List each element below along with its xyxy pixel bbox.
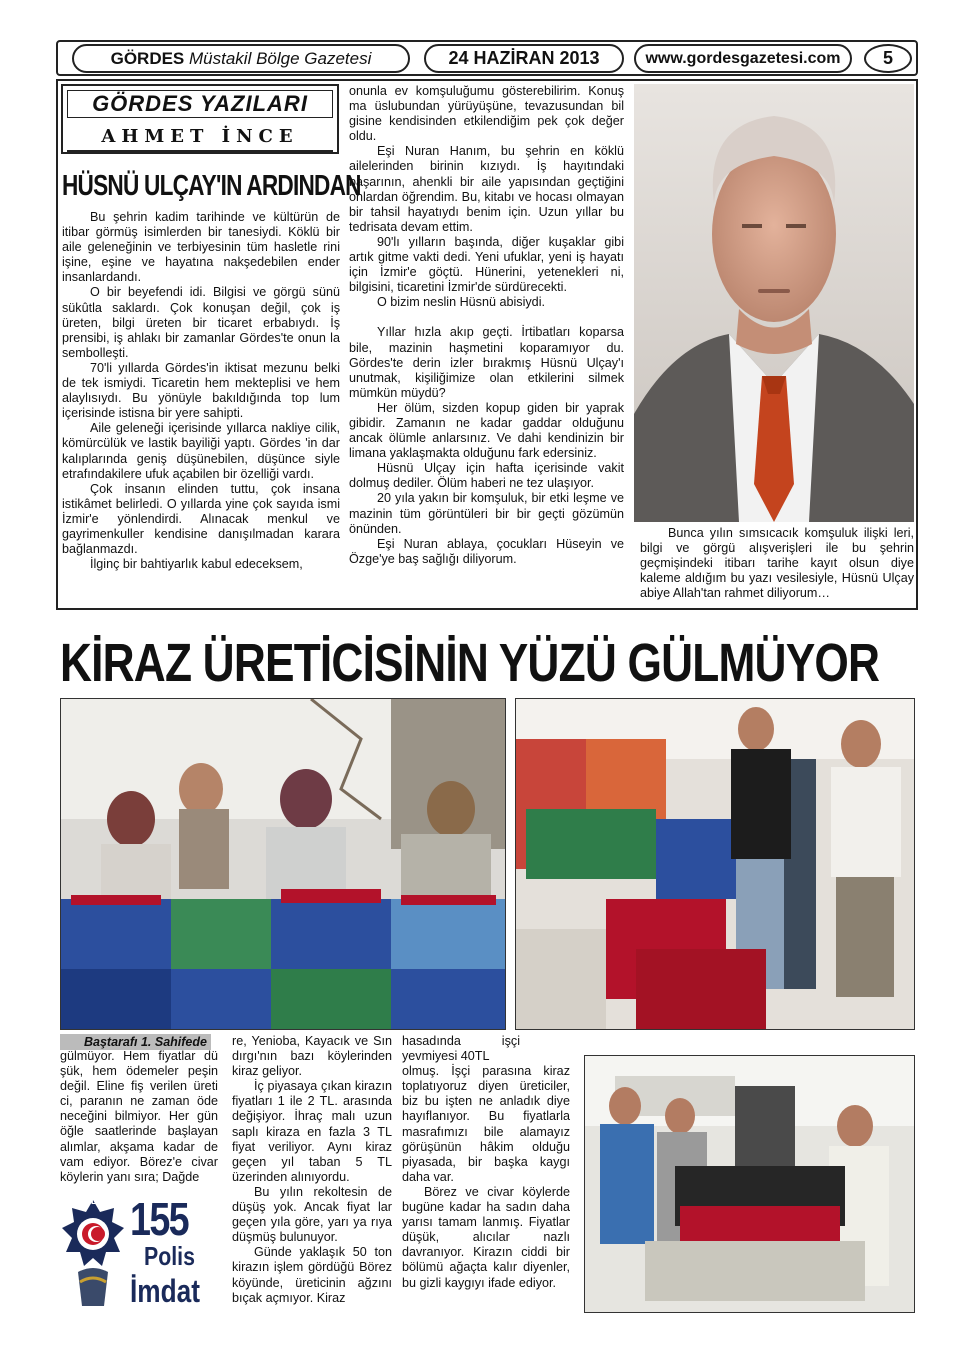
paper-name: GÖRDES [110, 48, 185, 68]
paragraph: Bu şehrin kadim tarihinde ve kültürün de itibar görmüş isimlerden bir tanesiydi. Köklü bir aile geleneğinin ve terbiyesinin tüm hasletle rini işine, eşine ve hayatına nakşedebilen ender insanlardandı. [62, 210, 340, 285]
paper-subtitle: Müstakil Bölge Gazetesi [189, 48, 372, 68]
article-column-1 [62, 210, 340, 572]
paragraph: Börez ve civar köylerde bugüne kadar ha sadın daha yarısı tamam lanmış. Fiyatlar düşük, alıcılar nazlı davranıyor. Kirazın ciddi bir bölümü ağaçta kalır diyenler, bu gizli kaygıyı ifade ediyor. [402, 1184, 570, 1290]
paragraph: onunla ev komşuluğumu gösterebilirim. Konuş ma üslubundan yürüyüşüne, tevazusundan bil gisine kendisinden etkilendiğim pek çok değer oldu. [349, 84, 624, 144]
portrait-image [634, 84, 914, 522]
page-number: 5 [882, 48, 893, 68]
date-box [424, 44, 624, 73]
paragraph: Eşi Nuran ablaya, çocukları Hüseyin ve Özge'ye baş sağlığı diliyorum. [349, 536, 624, 566]
paragraph: Bunca yılın sımsıcacık komşuluk ilişki leri, bilgi ve görgü alışverişleri ile bu şehrin geçmişindeki itibarı tarihe kayıt olsun diye kaleme aldığım bu yazı vesilesiyle, Hüsnü Ulçay abiye Allah'tan rahmet diliyorum… [640, 526, 914, 601]
paragraph: Eşi Nuran Hanım, bu şehrin en köklü ailelerinden birinin kızıydı. İş hayıtındaki başarının, ahenkli bir aile yapısından geçtiğini onlardan öğrendim. Bu, kitabı ve hocası olmayan bir tahsil hayatıydı benim için. Uzun yıllar bu tedrisata devam ettim. [349, 144, 624, 234]
column-title: GÖRDES YAZILARI [67, 90, 333, 118]
paragraph: gülmüyor. Hem fiyatlar dü şük, hem ödemeler peşin değil. Eline fiş verilen üreti ci, paranın ne zaman öde neceğini bilmiyor. Her gün öğle saatlerinde başlayan alımlar, akşama kadar de vam ediyor. Börez'e civar köylerin yanı sıra; Dağde [60, 1049, 218, 1184]
article2-column-1 [60, 1049, 218, 1185]
portrait-photo [634, 84, 914, 522]
paragraph: Her ölüm, sizden kopup giden bir yaprak gibidir. Zamanın ne kadar gaddar olduğunu ancak ölümle anlarsınız. Ve dahi kendinizin bir limana yaklaşmakta olduğunu fark edersiniz. [349, 400, 624, 461]
issue-date: 24 HAZİRAN 2013 [448, 48, 600, 68]
paragraph: Bu yılın rekoltesin de düşüş yok. Ancak fiyat lar geçen yıla göre, yarı ya rıya düşmüş bulunuyor. [232, 1184, 392, 1245]
paragraph: O bizim neslin Hüsnü abisiydi. [377, 295, 545, 310]
article2-column-2 [232, 1034, 392, 1306]
paragraph: 70'li yıllarda Gördes'in iktisat mezunu belki de tek ismiydi. Ticaretin hem mekteplisi ve hem alaylısıydı. Bu yönüyle bakıldığında top lum içerisinde istisna bir yere sahipti. [62, 360, 340, 421]
cherry-shop-image [516, 699, 915, 1030]
cherry-market-photo [584, 1055, 915, 1313]
paragraph: Yıllar hızla akıp geçti. İrtibatları koparsa bile, mazinin haşmetini koparamıyor du. Gördes'te derin izler bırakmış Hüsnü Ulçay'ı unutmak, kişiliğimize olan etkilerini silmek mümkün müydü? [349, 325, 624, 400]
police-line2: İmdat [130, 1273, 200, 1309]
article-column-2 [349, 84, 624, 567]
police-badge-icon [60, 1198, 126, 1310]
cherry-market-image [585, 1056, 915, 1313]
paragraph: olmuş. İşçi parasına kiraz toplatıyoruz diyen üreticiler, biz bu işten ne anladık diye hayıflanıyor. Bu fiyatlarla masrafımızı bile alamayız görüşünün hâkim olduğu piyasada, bir başka kaygı daha var. [402, 1064, 570, 1184]
website-link[interactable]: www.gordesgazetesi.com [645, 49, 841, 67]
paragraph: Günde yaklaşık 50 ton kirazın işlem gördüğü Börez köyünde, üreticinin ağzını bıçak açmıyor. Kiraz [232, 1245, 392, 1305]
cherry-workers-photo [60, 698, 506, 1030]
cherry-workers-image [61, 699, 506, 1030]
paragraph: 20 yıla yakın bir komşuluk, bir etki leşme ve mazinin tüm görüntüleri bir bir geçti gözümün önünden. [349, 491, 624, 536]
police-badge-text: POLİS [76, 1196, 109, 1206]
police-line1: Polis [144, 1241, 195, 1271]
article2-headline: KİRAZ ÜRETİCİSİNİN YÜZÜ GÜLMÜYOR [60, 633, 880, 693]
paragraph: 90'lı yılların başında, diğer kuşaklar gibi artık gitme vakti dedi. Yeni ufuklar, yeni iş hayatı için İzmir'e göçtü. Hünerini, yetenekleri ni, bilgisini, ticaretini İzmir'de sürdürecekti. [349, 234, 624, 295]
paragraph: hasadında işçi yevmiyesi 40TL [402, 1034, 520, 1064]
website-box[interactable] [634, 44, 852, 73]
paragraph: O bir beyefendi idi. Bilgisi ve görgü sünü sükûtla saklardı. Çok konuşan değil, çok iş üreten, bilgi üreten bir ticaret erbabıydı. İş prensibi, iş ahlakı bir zamanlar Gördes'te onun la sembolleşti. [62, 285, 340, 360]
paper-name-box [72, 44, 410, 73]
column-brand [61, 84, 339, 154]
cherry-shop-photo [515, 698, 915, 1030]
police-ad [60, 1193, 218, 1314]
paragraph: İlginç bir bahtiyarlık kabul edeceksem, [90, 557, 303, 572]
column-author: AHMET İNCE [67, 124, 333, 152]
paragraph: Aile geleneği içerisinde yıllarca nakliye cilik, kömürcülük ve lastik bayiliği yaptı. Gördes 'in dar kalıplarında geniş düşünebilen, düşünce siyle etrafındakilere ufuk açabilen bir özelliği vardı. [62, 421, 340, 481]
paragraph: İç piyasaya çıkan kirazın fiyatları 1 ile 2 TL. arasında değişiyor. İhraç malı uzun saplı kiraza en fazla 3 TL fiyat veriliyor. Aynı kiraz geçen yıl taban 5 TL üzerinden alınıyordu. [232, 1079, 392, 1184]
article2-column-3 [402, 1034, 570, 1291]
paragraph: re, Yenioba, Kayacık ve Sın dırgı'nın bazı köylerinden kiraz geliyor. [232, 1034, 392, 1079]
paragraph: Çok insanın elinden tuttu, çok insana istikâmet belirledi. O yıllarda yine çok sayıda ismi İzmir'e yönlendirdi. Alınacak menkul ve gayrimenkuller kendisine danışılmadan karara bağlanmazdı. [62, 481, 340, 557]
police-number: 155 [130, 1193, 189, 1245]
page-number-box [864, 44, 912, 73]
paragraph: Hüsnü Ulçay için hafta içerisinde vakit dolmuş dediler. Ölüm haberi ne tez ulaşıyor. [349, 461, 624, 491]
continued-tag: Baştarafı 1. Sahifede [60, 1034, 211, 1050]
article-column-3 [640, 526, 914, 601]
article-headline: HÜSNÜ ULÇAY'IN ARDINDAN [62, 170, 361, 202]
